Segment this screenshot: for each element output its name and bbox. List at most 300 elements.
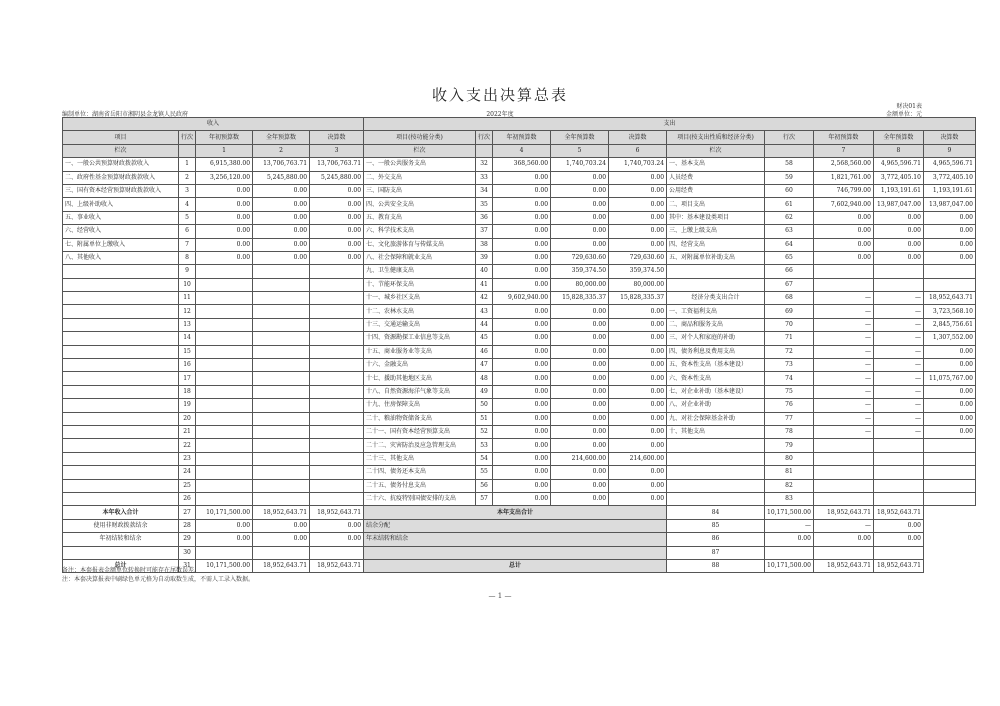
row-number: 54 (476, 452, 493, 465)
income-value: 0.00 (196, 225, 253, 238)
income-expense-total-row (63, 506, 976, 519)
row-number: 33 (476, 171, 493, 184)
table-row (63, 278, 976, 291)
row-number: 43 (476, 305, 493, 318)
income-value: 0.00 (253, 184, 310, 197)
income-value (196, 265, 253, 278)
row-number: 53 (476, 439, 493, 452)
function-expense-item: 十七、援助其他地区支出 (364, 372, 476, 385)
function-expense-item: 四、公共安全支出 (364, 198, 476, 211)
row-number: 37 (476, 225, 493, 238)
header-cell (476, 144, 493, 157)
income-value (253, 305, 310, 318)
economic-expense-value: — (873, 385, 923, 398)
row-number: 52 (476, 425, 493, 438)
function-expense-value: 0.00 (493, 211, 551, 224)
economic-expense-value: — (813, 292, 873, 305)
row-number: 25 (179, 479, 196, 492)
economic-expense-value: — (813, 372, 873, 385)
function-expense-value: 0.00 (609, 318, 667, 331)
summary-expense-value: 10,171,500.00 (765, 559, 814, 572)
summary-income-value: 0.00 (196, 519, 253, 532)
income-value (310, 452, 364, 465)
income-value (310, 292, 364, 305)
form-code: 财决01表 (896, 103, 922, 110)
economic-expense-item: 四、经营支出 (667, 238, 765, 251)
function-expense-value: 0.00 (551, 439, 609, 452)
income-value: 0.00 (253, 251, 310, 264)
function-expense-value: 0.00 (609, 359, 667, 372)
income-item: 八、其他收入 (63, 251, 179, 264)
function-expense-value: 0.00 (493, 305, 551, 318)
function-expense-value: 0.00 (609, 466, 667, 479)
economic-expense-item (667, 492, 765, 505)
income-item (63, 332, 179, 345)
function-expense-value: 0.00 (551, 184, 609, 197)
row-number: 77 (765, 412, 814, 425)
economic-expense-value (813, 265, 873, 278)
economic-expense-value: 0.00 (923, 251, 975, 264)
income-item: 一、一般公共预算财政拨款收入 (63, 158, 179, 171)
row-number: 49 (476, 385, 493, 398)
economic-expense-value: — (873, 425, 923, 438)
income-item (63, 318, 179, 331)
row-number: 39 (476, 251, 493, 264)
row-number: 32 (476, 158, 493, 171)
row-number: 82 (765, 479, 814, 492)
income-value (310, 359, 364, 372)
function-expense-value: 0.00 (493, 359, 551, 372)
row-number: 29 (179, 533, 196, 546)
row-number: 27 (179, 506, 196, 519)
income-value (196, 372, 253, 385)
economic-expense-value: 746,799.00 (813, 184, 873, 197)
summary-expense-label: 年末结转和结余 (364, 533, 667, 546)
function-expense-item: 十四、资源勘探工业信息等支出 (364, 332, 476, 345)
row-number: 47 (476, 359, 493, 372)
row-number: 62 (765, 211, 814, 224)
row-number: 24 (179, 466, 196, 479)
row-number: 69 (765, 305, 814, 318)
summary-expense-value: 10,171,500.00 (765, 506, 814, 519)
income-value (196, 359, 253, 372)
income-item (63, 399, 179, 412)
table-row (63, 492, 976, 505)
row-number: 28 (179, 519, 196, 532)
function-expense-value: 0.00 (493, 399, 551, 412)
column-header-row (63, 131, 976, 144)
income-value (310, 492, 364, 505)
summary-income-value (196, 546, 253, 559)
row-number: 38 (476, 238, 493, 251)
header-cell: 7 (813, 144, 873, 157)
economic-expense-value: — (813, 399, 873, 412)
income-value: 0.00 (310, 238, 364, 251)
function-expense-value: 214,600.00 (609, 452, 667, 465)
function-expense-value: 0.00 (493, 265, 551, 278)
income-value (196, 439, 253, 452)
row-number: 41 (476, 278, 493, 291)
economic-expense-value: 0.00 (923, 399, 975, 412)
economic-expense-item: 七、对企业补助（基本建设） (667, 385, 765, 398)
income-value (196, 292, 253, 305)
function-expense-value: 0.00 (551, 372, 609, 385)
function-expense-item: 三、国防支出 (364, 184, 476, 197)
row-number: 78 (765, 425, 814, 438)
summary-expense-value: 0.00 (873, 519, 923, 532)
income-item (63, 425, 179, 438)
summary-expense-label: 结余分配 (364, 519, 667, 532)
note-line: 注：本套决算报表中刷绿色单元格为自动取数生成，不需人工录入数据。 (62, 576, 255, 583)
income-value (310, 466, 364, 479)
function-expense-item: 九、卫生健康支出 (364, 265, 476, 278)
function-expense-value: 0.00 (551, 399, 609, 412)
compiling-unit: 编制单位：湖南省岳阳市湘阴县金龙镇人民政府 (62, 111, 189, 118)
income-value (310, 278, 364, 291)
function-expense-value: 0.00 (551, 359, 609, 372)
header-cell: 年初预算数 (813, 131, 873, 144)
income-expense-table (62, 117, 976, 573)
income-item (63, 372, 179, 385)
function-expense-value: 0.00 (551, 345, 609, 358)
economic-expense-value (873, 278, 923, 291)
income-value: 0.00 (310, 198, 364, 211)
header-cell: 栏次 (63, 144, 179, 157)
row-number: 70 (765, 318, 814, 331)
income-item (63, 292, 179, 305)
header-cell: 行次 (476, 131, 493, 144)
row-number: 3 (179, 184, 196, 197)
income-value: 0.00 (196, 211, 253, 224)
row-number: 7 (179, 238, 196, 251)
function-expense-value: 0.00 (493, 372, 551, 385)
income-value (253, 265, 310, 278)
row-number: 66 (765, 265, 814, 278)
table-row (63, 251, 976, 264)
income-value: 0.00 (253, 211, 310, 224)
row-number: 50 (476, 399, 493, 412)
note-line: 备注：本套报表金额单位转换时可能存在尾数误差。 (62, 567, 201, 574)
economic-expense-value: — (813, 412, 873, 425)
row-number: 58 (765, 158, 814, 171)
row-number: 17 (179, 372, 196, 385)
function-expense-value: 0.00 (493, 425, 551, 438)
row-number: 13 (179, 318, 196, 331)
income-item: 四、上级补助收入 (63, 198, 179, 211)
table-row (63, 345, 976, 358)
income-item: 三、国有资本经营预算财政拨款收入 (63, 184, 179, 197)
row-number: 48 (476, 372, 493, 385)
economic-expense-value (813, 452, 873, 465)
summary-expense-value (873, 546, 923, 559)
function-expense-value: 0.00 (551, 492, 609, 505)
row-number: 14 (179, 332, 196, 345)
row-number: 45 (476, 332, 493, 345)
table-row (63, 318, 976, 331)
economic-expense-value: 0.00 (873, 211, 923, 224)
function-expense-value: 214,600.00 (551, 452, 609, 465)
function-expense-value: 0.00 (493, 412, 551, 425)
row-number: 81 (765, 466, 814, 479)
header-cell: 年初预算数 (196, 131, 253, 144)
table-row (63, 184, 976, 197)
economic-expense-value: 0.00 (873, 238, 923, 251)
economic-expense-value (923, 265, 975, 278)
summary-income-value: 0.00 (253, 533, 310, 546)
function-expense-value: 0.00 (493, 238, 551, 251)
function-expense-value: 0.00 (551, 305, 609, 318)
economic-expense-value (923, 492, 975, 505)
income-item (63, 452, 179, 465)
economic-expense-value: 1,821,761.00 (813, 171, 873, 184)
money-unit: 金额单位：元 (885, 111, 922, 118)
table-row (63, 292, 976, 305)
summary-income-value: 0.00 (310, 533, 364, 546)
summary-income-label: 本年收入合计 (63, 506, 179, 519)
economic-expense-value: 0.00 (923, 225, 975, 238)
economic-expense-value: 0.00 (813, 238, 873, 251)
economic-expense-value (813, 278, 873, 291)
income-value (253, 292, 310, 305)
income-value (310, 399, 364, 412)
economic-expense-value (873, 479, 923, 492)
table-row (63, 238, 976, 251)
table-row (63, 265, 976, 278)
header-cell: 决算数 (310, 131, 364, 144)
summary-expense-value (813, 546, 873, 559)
economic-expense-value (813, 479, 873, 492)
function-expense-value: 0.00 (609, 332, 667, 345)
economic-expense-value: 0.00 (923, 385, 975, 398)
function-expense-value: 0.00 (493, 492, 551, 505)
row-number: 15 (179, 345, 196, 358)
income-value: 13,706,763.71 (253, 158, 310, 171)
row-number: 67 (765, 278, 814, 291)
economic-expense-value: 11,075,767.00 (923, 372, 975, 385)
income-value (196, 425, 253, 438)
income-value (196, 452, 253, 465)
economic-expense-value (873, 439, 923, 452)
function-expense-value: 0.00 (551, 385, 609, 398)
table-row (63, 385, 976, 398)
row-number: 80 (765, 452, 814, 465)
summary-income-value (253, 546, 310, 559)
economic-expense-value: — (873, 332, 923, 345)
function-expense-item: 二十二、灾害防治及应急管理支出 (364, 439, 476, 452)
function-expense-value: 0.00 (609, 345, 667, 358)
expense-section-header: 支出 (364, 118, 976, 131)
function-expense-item: 二十五、债务付息支出 (364, 479, 476, 492)
summary-income-label: 年初结转和结余 (63, 533, 179, 546)
table-row (63, 198, 976, 211)
row-number: 9 (179, 265, 196, 278)
economic-expense-item: 人员经费 (667, 171, 765, 184)
function-expense-value: 0.00 (493, 332, 551, 345)
summary-income-value: 18,952,643.71 (310, 559, 364, 572)
income-value: 0.00 (310, 225, 364, 238)
row-number: 59 (765, 171, 814, 184)
header-cell: 决算数 (923, 131, 975, 144)
row-number: 18 (179, 385, 196, 398)
header-cell: 1 (196, 144, 253, 157)
row-number: 76 (765, 399, 814, 412)
function-expense-item: 十、节能环保支出 (364, 278, 476, 291)
function-expense-value: 0.00 (609, 225, 667, 238)
function-expense-value: 0.00 (493, 439, 551, 452)
function-expense-value: 0.00 (609, 184, 667, 197)
function-expense-item: 二十、粮油物资储备支出 (364, 412, 476, 425)
income-item: 七、附属单位上缴收入 (63, 238, 179, 251)
economic-expense-value: 1,193,191.61 (923, 184, 975, 197)
economic-expense-value: 7,602,940.00 (813, 198, 873, 211)
economic-expense-value: 2,845,756.61 (923, 318, 975, 331)
economic-expense-value: 0.00 (873, 251, 923, 264)
function-expense-value: 15,828,335.37 (609, 292, 667, 305)
economic-expense-item: 二、项目支出 (667, 198, 765, 211)
function-expense-value: 0.00 (609, 439, 667, 452)
row-number: 11 (179, 292, 196, 305)
header-cell: 8 (873, 144, 923, 157)
summary-expense-value (765, 546, 814, 559)
function-expense-value: 0.00 (551, 211, 609, 224)
income-value (196, 385, 253, 398)
function-expense-item: 八、社会保障和就业支出 (364, 251, 476, 264)
table-row (63, 466, 976, 479)
row-number: 22 (179, 439, 196, 452)
header-cell: 行次 (765, 131, 814, 144)
table-row (63, 305, 976, 318)
header-cell: 行次 (179, 131, 196, 144)
income-value (310, 439, 364, 452)
income-value (196, 399, 253, 412)
summary-income-value: 0.00 (196, 533, 253, 546)
row-number: 10 (179, 278, 196, 291)
function-expense-item: 七、文化旅游体育与传媒支出 (364, 238, 476, 251)
function-expense-value: 0.00 (551, 479, 609, 492)
income-value (310, 305, 364, 318)
economic-expense-item: 十、其他支出 (667, 425, 765, 438)
economic-expense-item: 四、债务利息及费用支出 (667, 345, 765, 358)
row-number: 21 (179, 425, 196, 438)
header-cell: 项目 (63, 131, 179, 144)
economic-expense-item (667, 452, 765, 465)
header-cell: 9 (923, 144, 975, 157)
header-cell: 6 (609, 144, 667, 157)
fiscal-year: 2022年度 (486, 111, 514, 118)
income-item (63, 466, 179, 479)
carryover-row (63, 546, 976, 559)
income-value: 0.00 (196, 184, 253, 197)
income-value (253, 412, 310, 425)
table-row (63, 399, 976, 412)
summary-expense-value: 18,952,643.71 (813, 506, 873, 519)
summary-expense-value: 18,952,643.71 (873, 506, 923, 519)
table-row (63, 479, 976, 492)
income-value (310, 318, 364, 331)
row-number: 40 (476, 265, 493, 278)
economic-expense-value (873, 492, 923, 505)
income-item (63, 305, 179, 318)
function-expense-item: 五、教育支出 (364, 211, 476, 224)
economic-expense-value (923, 439, 975, 452)
income-value (253, 345, 310, 358)
header-cell: 3 (310, 144, 364, 157)
row-number: 30 (179, 546, 196, 559)
income-item: 五、事业收入 (63, 211, 179, 224)
economic-expense-value: 0.00 (923, 211, 975, 224)
income-value (253, 385, 310, 398)
economic-expense-item: 一、基本支出 (667, 158, 765, 171)
income-item: 二、政府性基金预算财政拨款收入 (63, 171, 179, 184)
table-row (63, 158, 976, 171)
function-expense-value: 0.00 (493, 466, 551, 479)
table-notes (62, 566, 254, 584)
table-row (63, 171, 976, 184)
income-value (253, 399, 310, 412)
function-expense-item: 十三、交通运输支出 (364, 318, 476, 331)
income-value: 0.00 (196, 238, 253, 251)
income-value (253, 278, 310, 291)
row-number: 68 (765, 292, 814, 305)
summary-expense-value: 0.00 (813, 533, 873, 546)
economic-expense-value: 4,965,596.71 (923, 158, 975, 171)
income-value (253, 452, 310, 465)
report-title: 收入支出决算总表 (431, 86, 568, 104)
function-expense-value: 0.00 (493, 278, 551, 291)
income-value (196, 305, 253, 318)
income-value (196, 332, 253, 345)
function-expense-value: 0.00 (493, 318, 551, 331)
row-number: 2 (179, 171, 196, 184)
economic-expense-item: 五、对附属单位补助支出 (667, 251, 765, 264)
economic-expense-value: — (813, 359, 873, 372)
function-expense-value: 0.00 (609, 198, 667, 211)
header-cell: 4 (493, 144, 551, 157)
function-expense-value: 0.00 (493, 345, 551, 358)
header-cell: 项目(按功能分类) (364, 131, 476, 144)
row-number: 44 (476, 318, 493, 331)
header-cell (179, 144, 196, 157)
row-number: 42 (476, 292, 493, 305)
function-expense-value: 0.00 (609, 399, 667, 412)
economic-expense-value: 0.00 (923, 425, 975, 438)
column-index-row (63, 144, 976, 157)
row-number: 19 (179, 399, 196, 412)
row-number: 35 (476, 198, 493, 211)
income-item (63, 265, 179, 278)
income-value (310, 425, 364, 438)
income-value: 0.00 (253, 238, 310, 251)
row-number: 55 (476, 466, 493, 479)
function-expense-value: 0.00 (493, 198, 551, 211)
income-item (63, 385, 179, 398)
function-expense-value: 0.00 (551, 466, 609, 479)
function-expense-value: 0.00 (609, 171, 667, 184)
income-value: 3,256,120.00 (196, 171, 253, 184)
function-expense-value: 0.00 (551, 225, 609, 238)
row-number: 72 (765, 345, 814, 358)
page-number: — 1 — (488, 592, 512, 600)
economic-expense-value: 0.00 (923, 345, 975, 358)
carryover-row (63, 519, 976, 532)
economic-expense-value: 13,987,047.00 (873, 198, 923, 211)
economic-expense-value (923, 466, 975, 479)
header-cell: 年初预算数 (493, 131, 551, 144)
summary-expense-value: 18,952,643.71 (813, 559, 873, 572)
economic-expense-item: 五、资本性支出（基本建设） (667, 359, 765, 372)
function-expense-item: 十五、商业服务业等支出 (364, 345, 476, 358)
economic-expense-value: 0.00 (923, 238, 975, 251)
